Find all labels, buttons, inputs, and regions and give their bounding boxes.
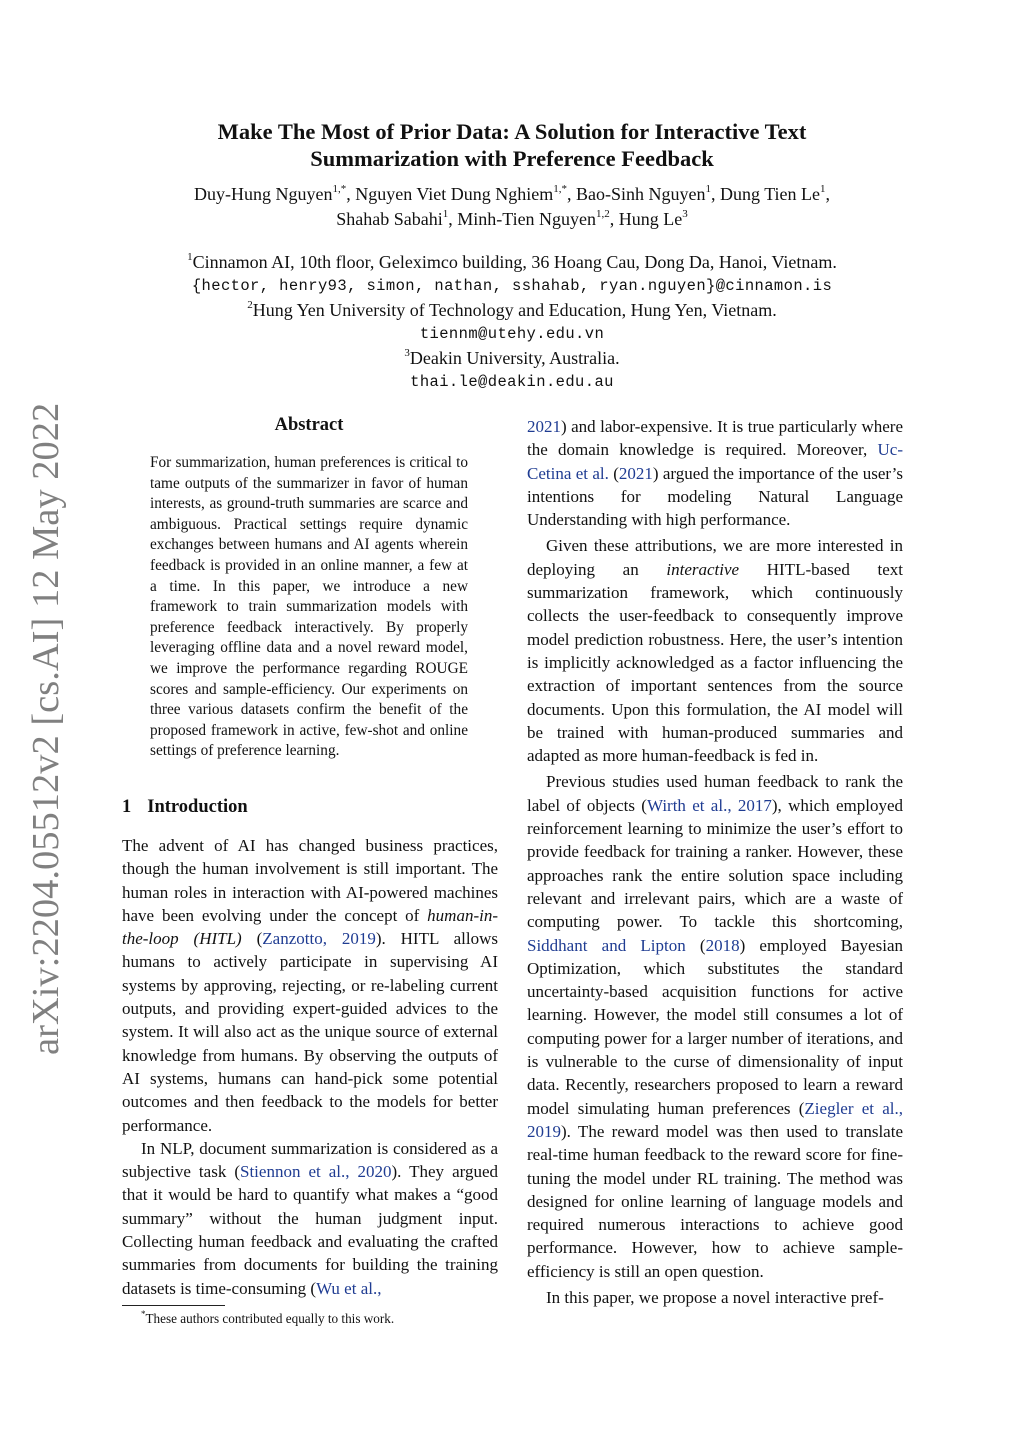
- emphasis-term: interactive: [666, 559, 740, 579]
- author-name: Minh-Tien Nguyen: [457, 208, 597, 229]
- author-affil-mark: 3: [682, 207, 688, 220]
- text-run: ). The reward model was then used to translate real-time human feedback to the reward score for fine-tuning the model under RL training. The method was designed for online learning of language models and required numerous interactions to achieve good performance. However, how to achieve sample-efficiency is still an open question.: [527, 1121, 903, 1281]
- author-affil-mark: 1,2: [596, 207, 610, 220]
- author-line-1: [100, 182, 924, 207]
- affiliation-email: tiennm@utehy.edu.vn: [419, 325, 605, 343]
- author-line-2: [100, 207, 924, 232]
- right-paragraph-4: In this paper, we propose a novel interactive pref-: [546, 1287, 884, 1307]
- author-affil-mark: 1,*: [332, 183, 347, 195]
- title-line-1: Make The Most of Prior Data: A Solution for Interactive Text: [217, 119, 807, 144]
- author-name: Shahab Sabahi: [336, 208, 443, 229]
- citation-link[interactable]: Wirth et al., 2017: [646, 795, 772, 815]
- author-affil-mark: 1: [820, 183, 826, 195]
- citation-link[interactable]: 2021: [618, 463, 653, 483]
- abstract-text: For summarization, human preferences is critical to tame outputs of the summarizer in favor of human interests, as ground-truth summaries are scarce and ambiguous. Practical settings require dynamic exchanges between humans and AI agents wherein feedback is provided in an online manner, a few at a time. In this paper, we introduce a new framework to train summarization models with preference feedback interactively. By properly leveraging offline data and a novel reward model, we improve the performance regarding ROUGE scores and sample-efficiency. Our experiments on three various datasets confirm the benefit of the proposed framework in active, few-shot and online settings of preference learning.: [150, 454, 468, 760]
- citation-link[interactable]: Zanzotto, 2019: [262, 929, 376, 949]
- text-run: Given these attributions, we are more interested in deploying an: [527, 536, 903, 579]
- author-separator: ,: [609, 208, 619, 229]
- author-separator: ,: [448, 208, 458, 229]
- text-run: ) and labor-expensive. It is true particularly where the domain knowledge is required. Moreover,: [527, 417, 903, 460]
- citation-link[interactable]: Siddhant and Lipton: [527, 935, 686, 955]
- arxiv-stamp: arXiv:2204.05512v2 [cs.AI] 12 May 2022: [25, 402, 67, 1055]
- citation-link[interactable]: Uc-Cetina et al.: [527, 440, 903, 483]
- affiliation-3: [90, 346, 934, 370]
- intro-paragraph-1: [122, 834, 498, 1137]
- intro-paragraph-2: [122, 1137, 498, 1300]
- section-heading-introduction: [122, 797, 248, 818]
- author-affil-mark: 1: [705, 183, 712, 195]
- text-run: ) argued the importance of the user’s intentions for modeling Natural Language Understanding with high performance.: [527, 463, 903, 530]
- text-run: ). They argued that it would be hard to quantify what makes a “good summary” without the human judgment input. Collecting human feedback and evaluating the crafted summaries from documents for building the training datasets is time-consuming (: [122, 1162, 499, 1298]
- right-column: [527, 415, 903, 1309]
- text-run: The advent of AI has changed business practices, though the human involvement is still important. The human roles in interaction with AI-powered machines have been evolving under the concept of: [122, 836, 498, 925]
- text-run: (: [608, 463, 619, 483]
- affiliation-email: thai.le@deakin.edu.au: [410, 373, 614, 391]
- affil-mark: 1: [187, 251, 193, 263]
- affil-mark: 3: [404, 347, 410, 359]
- affiliation-name: Cinnamon AI, 10th floor, Geleximco building, 36 Hoang Cau, Dong Da, Hanoi, Vietnam.: [192, 252, 837, 272]
- affiliation-1: [90, 250, 934, 274]
- section-number: 1: [122, 797, 132, 817]
- affiliations: [90, 250, 934, 394]
- section-title: Introduction: [147, 797, 248, 817]
- footnote-text: These authors contributed equally to this work.: [145, 1311, 395, 1326]
- author-name: Duy-Hung Nguyen: [193, 184, 333, 204]
- footnote-rule: [122, 1305, 225, 1306]
- author-separator: ,: [346, 184, 356, 204]
- emphasis-term: human-in-the-loop (HITL): [122, 905, 498, 949]
- text-run: ), which employed reinforcement learning to minimize the user’s effort to provide feedback for training a ranker. However, these approaches rank the entire solution space including relevant and irrelevant pairs, which are a waste of computing power. To tackle this shortcoming,: [527, 795, 904, 932]
- abstract-body: [150, 453, 468, 762]
- affiliation-name: Hung Yen University of Technology and Education, Hung Yen, Vietnam.: [252, 300, 777, 320]
- citation-link[interactable]: 2021: [527, 417, 561, 436]
- citation-link[interactable]: Wu et al.,: [316, 1278, 382, 1298]
- footnote: [122, 1310, 498, 1328]
- author-name: Hung Le: [618, 208, 683, 229]
- author-separator: ,: [711, 184, 721, 204]
- text-run: Previous studies used human feedback to rank the label of objects (: [527, 772, 903, 815]
- author-name: Nguyen Viet Dung Nghiem: [355, 184, 554, 204]
- text-run: ) employed Bayesian Optimization, which substitutes the standard uncertainty-based acquisition functions for active learning. However, the model still consumes a lot of computing power for a larger number of iterations, and is vulnerable to the curse of dimensionality of input data. Recently, researchers proposed to learn a reward model simulating human preferences (: [527, 935, 903, 1118]
- left-column: [122, 834, 498, 1300]
- paper-title: [100, 118, 924, 172]
- author-name: Bao-Sinh Nguyen: [576, 184, 706, 204]
- footnote-mark: *: [141, 1308, 146, 1319]
- author-separator: ,: [567, 184, 577, 204]
- author-separator: ,: [825, 184, 831, 204]
- affil-mark: 2: [247, 299, 253, 311]
- right-paragraph-3: [527, 770, 903, 1283]
- affiliation-2: [90, 298, 934, 322]
- text-run: ). HITL allows humans to actively participate in supervising AI systems by approving, rejecting, or re-labeling current outputs, and providing expert-guided advices to the system. It will also act as the unique source of external knowledge from humans. By observing the outputs of AI systems, humans can hand-pick some potential outcomes and then feedback to the models for better performance.: [122, 929, 498, 1135]
- title-line-2: Summarization with Preference Feedback: [310, 146, 714, 171]
- text-run: In NLP, document summarization is considered as a subjective task (: [122, 1138, 498, 1182]
- author-affil-mark: 1,*: [553, 183, 568, 195]
- right-paragraph-2: [527, 534, 903, 767]
- author-list: [100, 182, 924, 231]
- citation-link[interactable]: Stiennon et al., 2020: [240, 1162, 392, 1182]
- right-paragraph-1: [527, 415, 903, 531]
- affiliation-name: Deakin University, Australia.: [409, 348, 620, 368]
- author-name: Dung Tien Le: [720, 184, 821, 204]
- text-run: (: [241, 929, 263, 949]
- citation-link[interactable]: 2018: [705, 935, 740, 955]
- affiliation-email: {hector, henry93, simon, nathan, sshahab, ryan.nguyen}@cinnamon.is: [191, 277, 833, 295]
- text-run: (: [685, 935, 706, 955]
- abstract-heading: Abstract: [274, 415, 344, 435]
- author-affil-mark: 1: [442, 207, 449, 220]
- citation-link[interactable]: Ziegler et al., 2019: [527, 1098, 903, 1141]
- text-run: HITL-based text summarization framework, which continuously collects the user-feedback to consequently improve model prediction robustness. Here, the user’s intention is implicitly acknowledged as a factor influencing the extraction of important sentences from the source documents. Upon this formulation, the AI model will be trained with human-produced summaries and adapted as more human-feedback is fed in.: [527, 559, 903, 766]
